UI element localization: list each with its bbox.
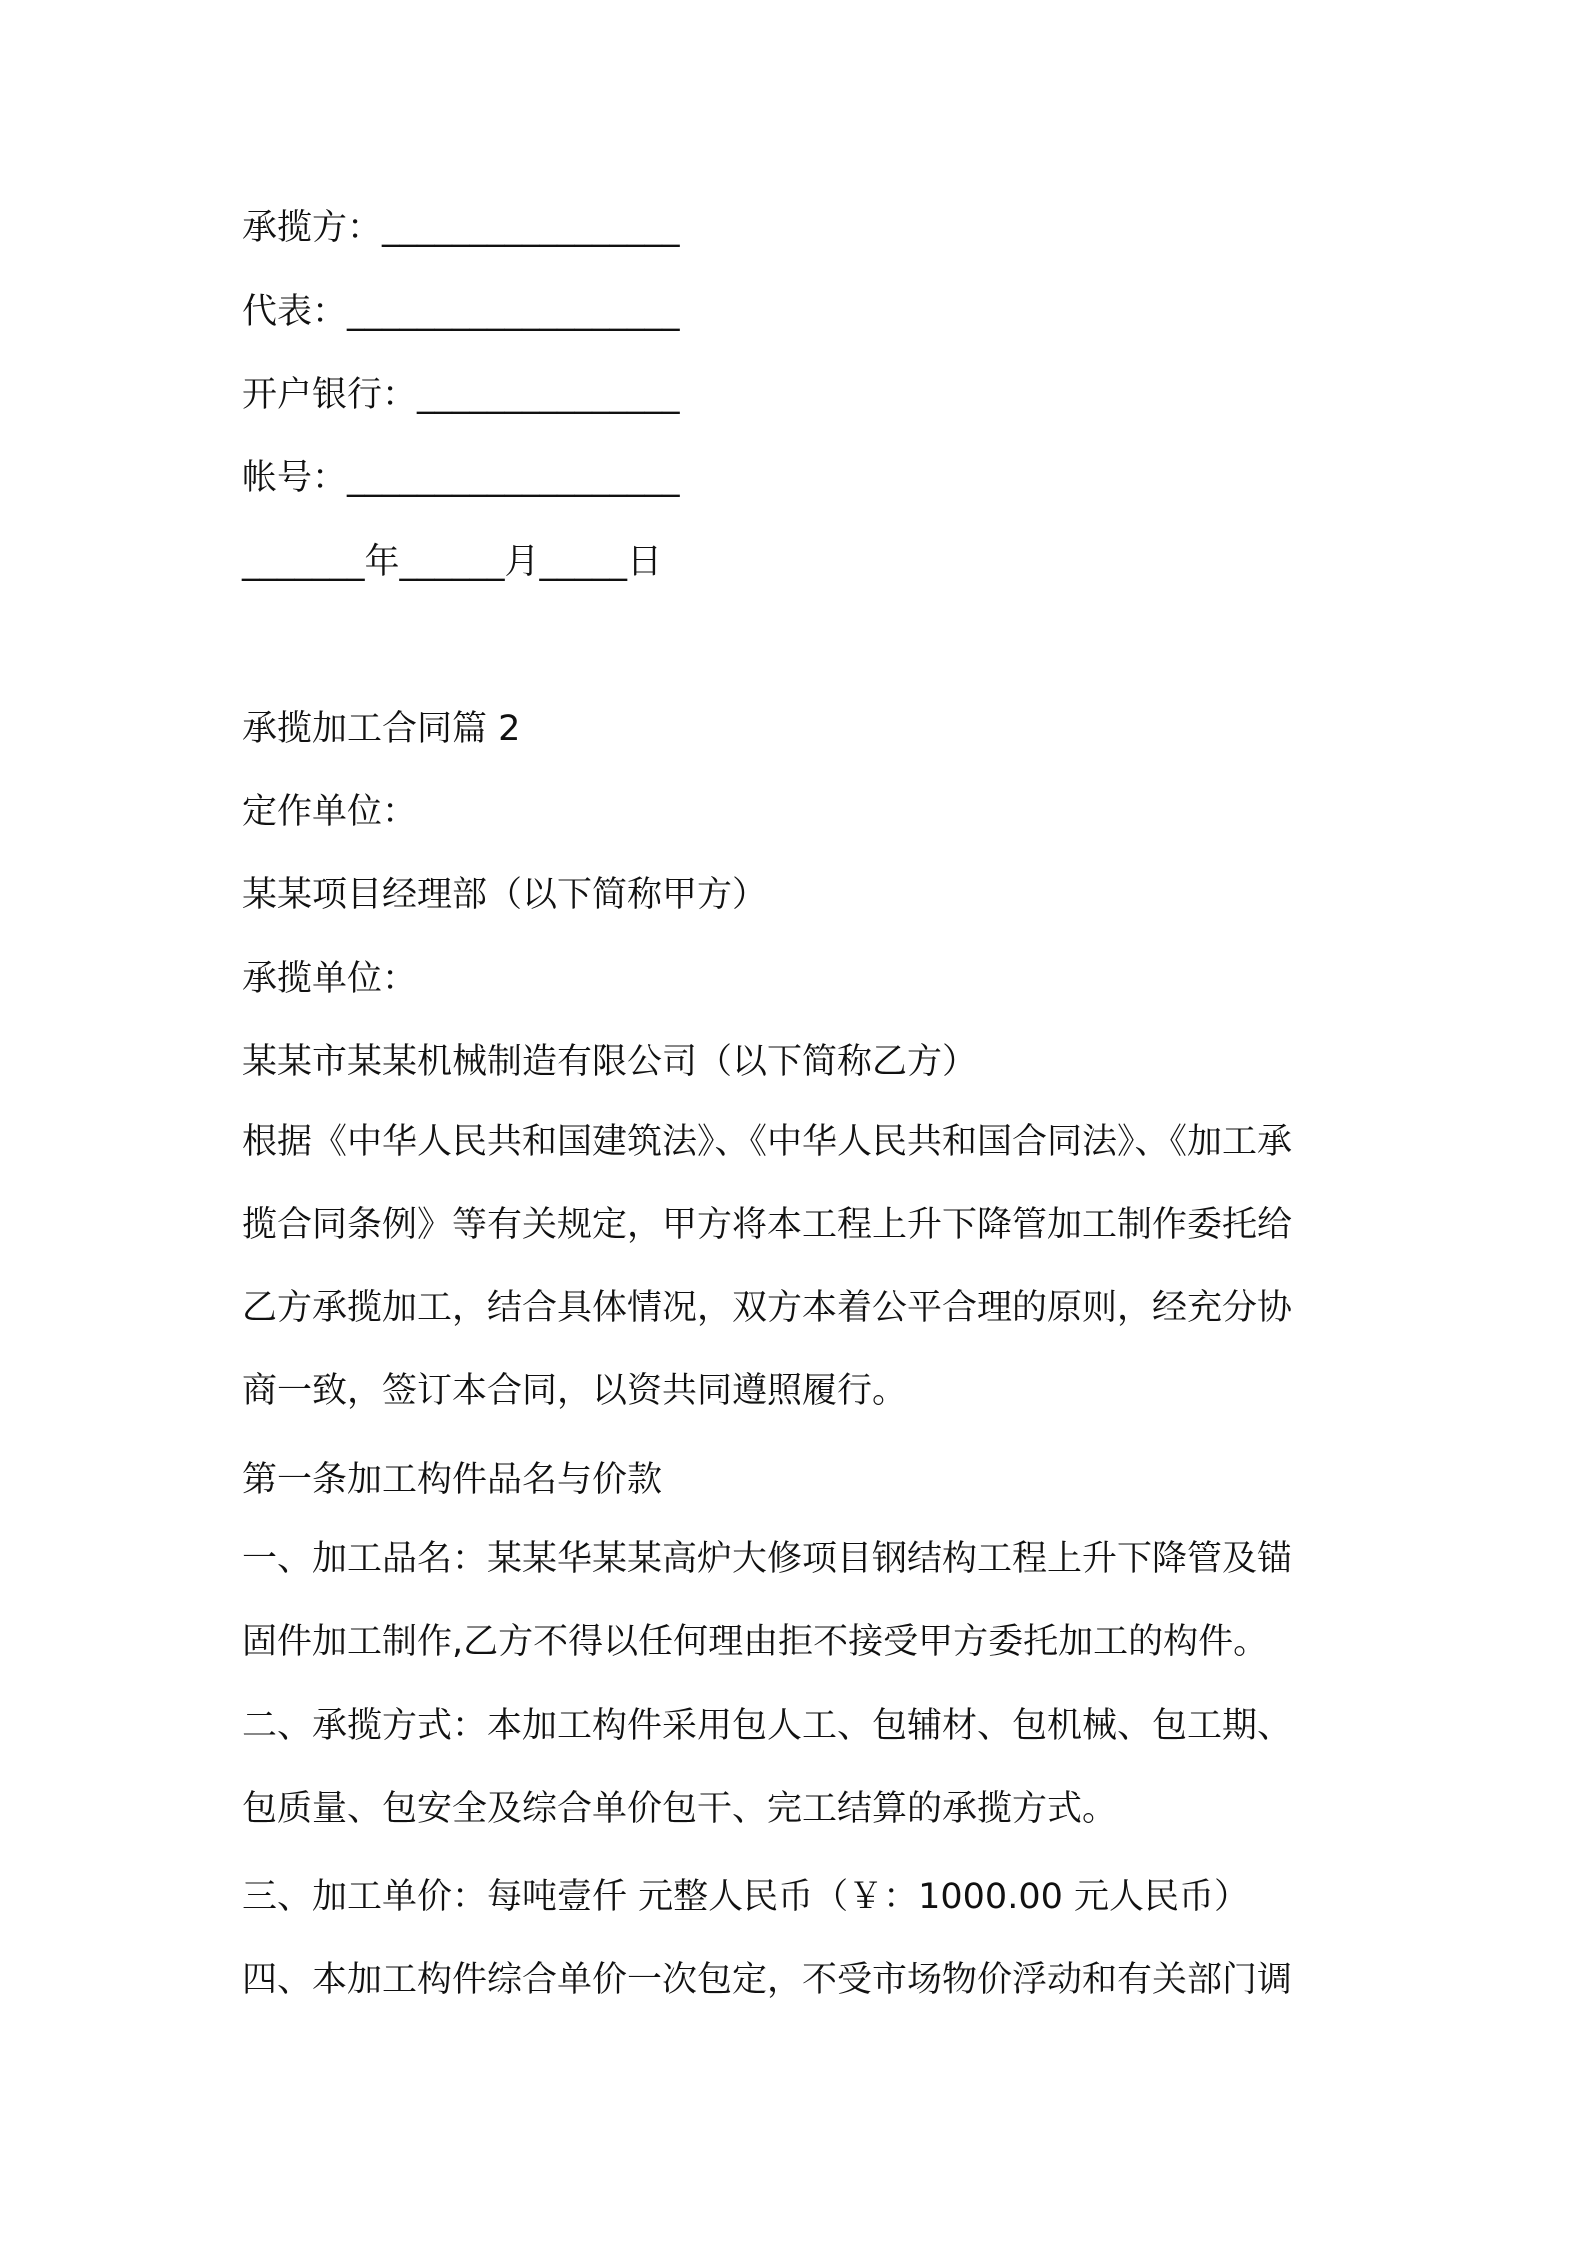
section-title: 承揽加工合同篇 2 xyxy=(242,709,521,749)
intro-line: 乙方承揽加工，结合具体情况，双方本着公平合理的原则，经充分协 xyxy=(242,1288,1293,1328)
representative-label: 代表： xyxy=(242,292,348,332)
item2-line: 包质量、包安全及综合单价包干、完工结算的承揽方式。 xyxy=(242,1789,1118,1829)
representative-signature-line xyxy=(242,288,680,336)
contractor-blank: _________________ xyxy=(382,208,680,248)
article1-title: 第一条加工构件品名与价款 xyxy=(242,1460,663,1500)
account-signature-line xyxy=(242,454,680,502)
intro-line: 揽合同条例》等有关规定，甲方将本工程上升下降管加工制作委托给 xyxy=(242,1205,1293,1245)
bank-label: 开户银行： xyxy=(242,375,418,415)
item1-line: 固件加工制作,乙方不得以任何理由拒不接受甲方委托加工的构件。 xyxy=(242,1622,1269,1662)
contractor-unit-label: 承揽单位： xyxy=(242,959,418,999)
account-blank: ___________________ xyxy=(347,458,680,498)
item4-line: 四、本加工构件综合单价一次包定，不受市场物价浮动和有关部门调 xyxy=(242,1960,1293,2000)
contractor-signature-line xyxy=(242,204,680,252)
bank-blank: _______________ xyxy=(417,375,680,415)
contractor-unit-name: 某某市某某机械制造有限公司（以下简称乙方） xyxy=(242,1042,978,1082)
date-line: _______年______月_____日 xyxy=(242,542,663,582)
item2-paragraph xyxy=(242,1685,1362,1851)
intro-line: 根据《中华人民共和国建筑法》、《中华人民共和国合同法》、《加工承 xyxy=(242,1122,1293,1162)
item3-line: 三、加工单价：每吨壹仟 元整人民币（￥：1000.00 元人民币） xyxy=(242,1877,1249,1917)
representative-blank: ___________________ xyxy=(347,292,680,332)
intro-paragraph xyxy=(242,1101,1362,1433)
contractor-label: 承揽方： xyxy=(242,208,383,248)
item1-paragraph xyxy=(242,1518,1362,1684)
account-label: 帐号： xyxy=(242,458,348,498)
intro-line: 商一致，签订本合同，以资共同遵照履行。 xyxy=(242,1371,908,1411)
bank-signature-line xyxy=(242,371,680,419)
item1-line: 一、加工品名：某某华某某高炉大修项目钢结构工程上升下降管及锚 xyxy=(242,1539,1293,1579)
item2-line: 二、承揽方式：本加工构件采用包人工、包辅材、包机械、包工期、 xyxy=(242,1706,1293,1746)
orderer-label: 定作单位： xyxy=(242,792,418,832)
orderer-name: 某某项目经理部（以下简称甲方） xyxy=(242,875,768,915)
